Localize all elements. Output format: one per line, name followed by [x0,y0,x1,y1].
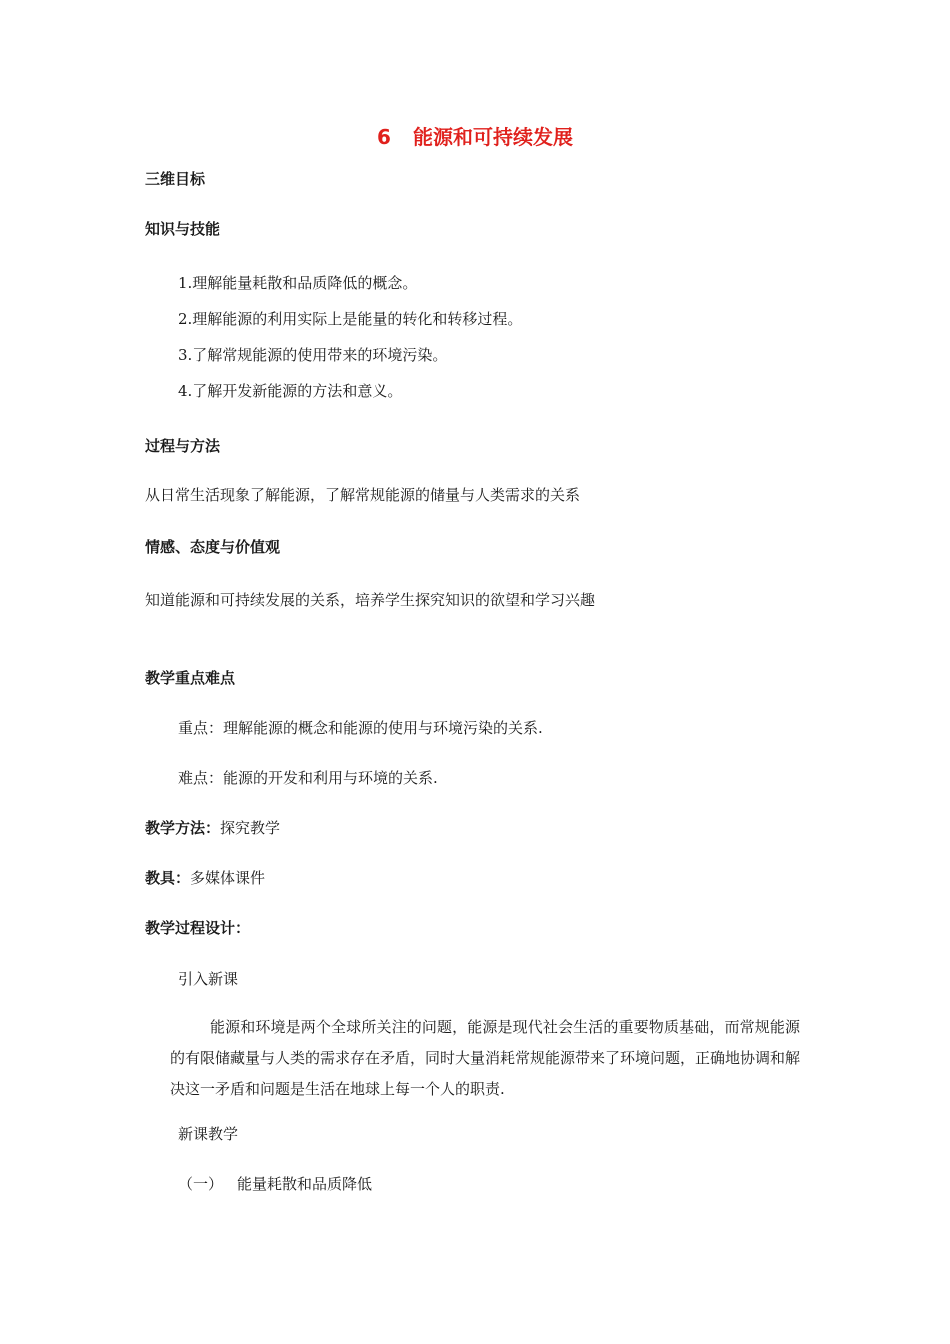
knowledge-item-3: 3.了解常规能源的使用带来的环境污染。 [178,346,448,364]
teaching-tools-value: 多媒体课件 [190,869,266,887]
part-one-number: （一） [178,1175,224,1193]
part-one-line [178,1174,372,1194]
heading-three-goals: 三维目标 [145,170,206,188]
knowledge-item-1: 1.理解能量耗散和品质降低的概念。 [178,274,418,292]
page-title [0,124,950,150]
heading-process-method: 过程与方法 [145,437,221,455]
new-lesson-label: 新课教学 [178,1125,239,1143]
heading-emotion: 情感、态度与价值观 [145,538,281,556]
heading-key-points: 教学重点难点 [145,669,236,687]
teaching-method-line [145,818,280,838]
knowledge-item-4: 4.了解开发新能源的方法和意义。 [178,382,403,400]
teaching-method-value: 探究教学 [220,819,281,837]
title-number: 6 [377,125,391,149]
teaching-tools-label: 教具： [145,869,191,887]
key-point-focus: 重点：理解能源的概念和能源的使用与环境污染的关系. [178,719,543,737]
teaching-method-label: 教学方法： [145,819,221,837]
title-text: 能源和可持续发展 [412,125,573,149]
intro-paragraph: 能源和环境是两个全球所关注的问题，能源是现代社会生活的重要物质基础，而常规能源的有限储藏量与人类的需求存在矛盾，同时大量消耗常规能源带来了环境问题，正确地协调和解决这一矛盾和问题是生活在地球上每一个人的职责. [170,1018,801,1098]
heading-knowledge-skill: 知识与技能 [145,220,221,238]
key-point-difficulty: 难点：能源的开发和利用与环境的关系. [178,769,438,787]
part-one-title: 能量耗散和品质降低 [237,1175,373,1193]
heading-design: 教学过程设计： [145,919,251,937]
teaching-tools-line [145,868,265,888]
emotion-text: 知道能源和可持续发展的关系，培养学生探究知识的欲望和学习兴趣 [145,591,596,609]
knowledge-item-2: 2.理解能源的利用实际上是能量的转化和转移过程。 [178,310,523,328]
intro-label: 引入新课 [178,970,239,988]
process-method-text: 从日常生活现象了解能源，了解常规能源的储量与人类需求的关系 [145,486,581,504]
